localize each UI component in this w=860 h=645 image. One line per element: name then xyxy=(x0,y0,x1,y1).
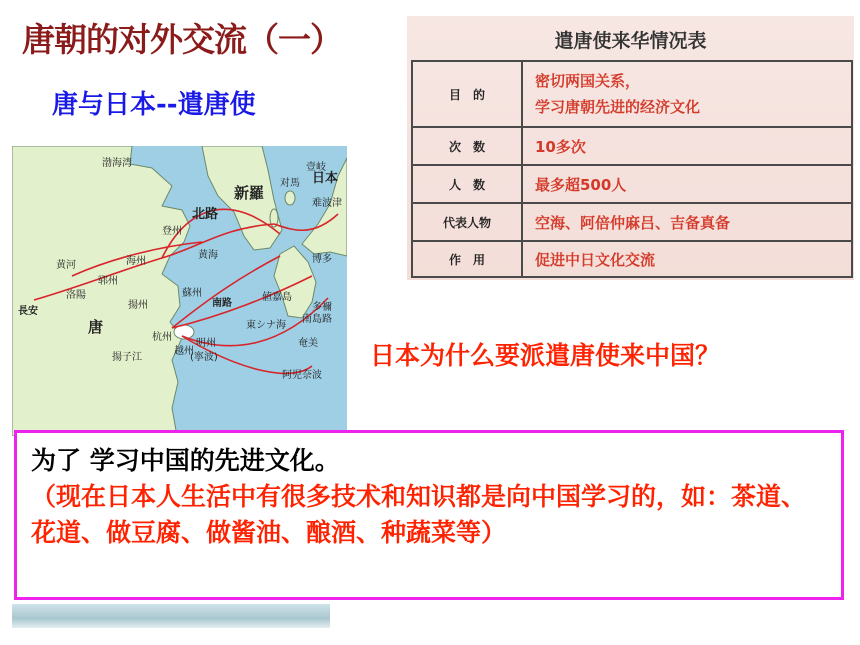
row-label: 次 数 xyxy=(412,127,522,165)
map-label: 揚子江 xyxy=(112,352,142,363)
map-label: 黄河 xyxy=(56,260,76,271)
row-label: 目 的 xyxy=(412,61,522,127)
map-label: 对馬 xyxy=(280,178,300,189)
row-value: 空海、阿倍仲麻吕、吉备真备 xyxy=(522,203,852,241)
answer-box xyxy=(14,430,844,600)
row-label: 人 数 xyxy=(412,165,522,203)
row-label: 作 用 xyxy=(412,241,522,277)
row-label: 代表人物 xyxy=(412,203,522,241)
table-row xyxy=(412,241,852,277)
map-label: 海州 xyxy=(126,256,146,267)
map-label: 阿児奈波 xyxy=(282,370,322,381)
map-label: 难波津 xyxy=(312,198,342,209)
row-value xyxy=(522,61,852,127)
map-label: 新羅 xyxy=(234,184,265,202)
table-row xyxy=(412,127,852,165)
iki-island xyxy=(285,191,295,205)
table-row xyxy=(412,203,852,241)
table-row xyxy=(412,165,852,203)
map-label: 渤海湾 xyxy=(102,158,132,169)
row-value: 10多次 xyxy=(522,127,852,165)
decorative-strip xyxy=(12,604,330,628)
map-label: 長安 xyxy=(18,306,38,317)
map-label: 東シナ海 xyxy=(246,320,286,331)
envoy-route-map xyxy=(12,146,347,436)
map-label: 壹岐 xyxy=(306,162,326,173)
map-label: 蘇州 xyxy=(182,288,202,299)
map-label: 郓州 xyxy=(98,276,118,287)
map-label: 黄海 xyxy=(198,250,218,261)
row-value: 最多超500人 xyxy=(522,165,852,203)
row-value: 促进中日文化交流 xyxy=(522,241,852,277)
china-mainland xyxy=(12,146,190,436)
map-label: 南島路 xyxy=(302,314,332,325)
map-label: 越州 xyxy=(174,346,194,357)
map-label: 南路 xyxy=(212,298,232,309)
map-label: 北路 xyxy=(192,207,219,222)
envoy-table-panel xyxy=(407,16,854,280)
row-value-line: 密切两国关系， xyxy=(535,72,641,90)
answer-detail: （现在日本人生活中有很多技术和知识都是向中国学习的，如：茶道、花道、做豆腐、做酱油、酿酒、种蔬菜等） xyxy=(31,482,807,547)
slide-subtitle: 唐与日本--遣唐使 xyxy=(52,90,256,120)
map-label: (寧波) xyxy=(190,352,218,363)
map-label: 杭州 xyxy=(152,332,172,343)
slide-title: 唐朝的对外交流（一） xyxy=(22,20,342,59)
map-label: 奄美 xyxy=(298,338,318,349)
table-row xyxy=(412,61,852,127)
envoy-table-title: 遣唐使来华情况表 xyxy=(554,30,707,52)
map-label: 揚州 xyxy=(128,300,148,311)
map-label: 多禰 xyxy=(312,302,332,313)
map-label: 登州 xyxy=(162,226,182,237)
map-label: 洛陽 xyxy=(66,290,86,301)
map-label: 唐 xyxy=(88,318,104,336)
envoy-table xyxy=(411,60,853,278)
row-value-line: 学习唐朝先进的经济文化 xyxy=(535,98,701,116)
map-label: 日本 xyxy=(312,171,339,186)
map-label: 博多 xyxy=(312,254,332,265)
map-label: 明州 xyxy=(196,338,216,349)
answer-main: 为了 学习中国的先进文化。 xyxy=(31,446,340,475)
map-label: 値嘉島 xyxy=(262,292,292,303)
question-text: 日本为什么要派遣唐使来中国？ xyxy=(370,341,721,370)
